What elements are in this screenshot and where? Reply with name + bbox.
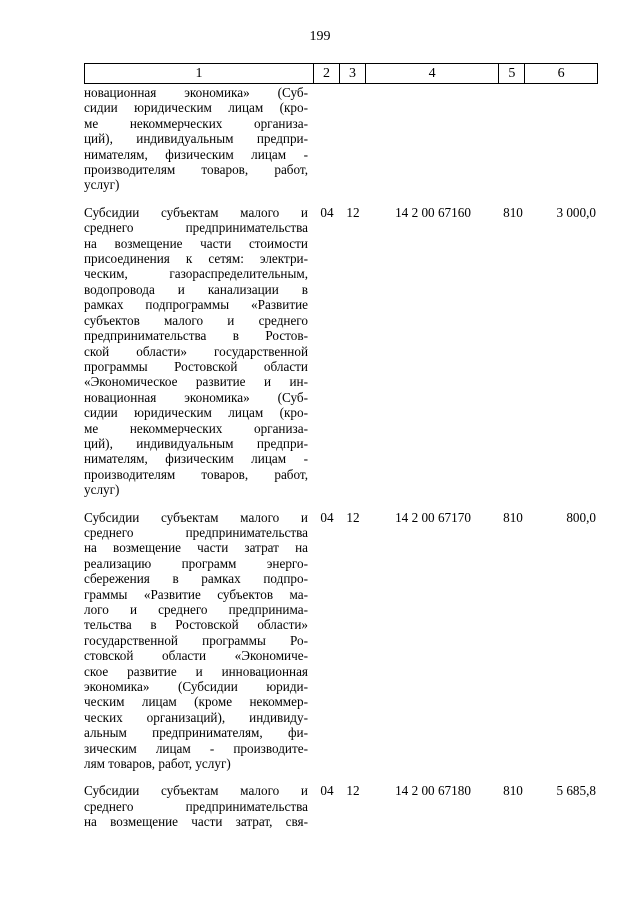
column-header-3: 3 bbox=[340, 64, 366, 83]
description-line: ческим, газораспределительным, bbox=[84, 266, 308, 282]
cell-amount: 800,0 bbox=[566, 509, 596, 525]
description-line: рамках подпрограммы «Развитие bbox=[84, 297, 308, 313]
table-body bbox=[84, 85, 598, 830]
cell-pr: 12 bbox=[346, 204, 360, 220]
row-description bbox=[84, 510, 314, 772]
description-line: нимателям, физическим лицам - bbox=[84, 146, 308, 162]
cell-pr: 12 bbox=[346, 509, 360, 525]
row-gap bbox=[84, 193, 598, 205]
column-header-2: 2 bbox=[314, 64, 340, 83]
description-line: Субсидии субъектам малого и bbox=[84, 509, 308, 525]
cell-rz: 04 bbox=[320, 204, 334, 220]
description-line: производителям товаров, работ, bbox=[84, 162, 308, 178]
description-line: ме некоммерческих организа- bbox=[84, 115, 308, 131]
description-line: субъектов малого и среднего bbox=[84, 312, 308, 328]
description-line: альным предпринимателям, фи- bbox=[84, 725, 308, 741]
description-line: реализацию программ энерго- bbox=[84, 555, 308, 571]
description-line: экономика» (Субсидии юриди- bbox=[84, 679, 308, 695]
description-line: «Экономическое развитие и ин- bbox=[84, 374, 308, 390]
description-line: стовской области «Экономиче- bbox=[84, 648, 308, 664]
cell-rz bbox=[314, 85, 340, 193]
description-line: сидии юридическим лицам (кро- bbox=[84, 405, 308, 421]
description-line: производителям товаров, работ, bbox=[84, 466, 308, 482]
description-line: тельства в Ростовской области» bbox=[84, 617, 308, 633]
row-description bbox=[84, 85, 314, 193]
description-line: ской области» государственной bbox=[84, 343, 308, 359]
cell-vr: 810 bbox=[503, 204, 523, 220]
table-row bbox=[84, 205, 598, 498]
description-line: присоединения к сетям: электри- bbox=[84, 251, 308, 267]
description-line: среднего предпринимательства bbox=[84, 220, 308, 236]
cell-rz: 04 bbox=[320, 783, 334, 799]
description-line: государственной программы Ро- bbox=[84, 632, 308, 648]
description-line: услуг) bbox=[84, 177, 120, 193]
column-header-4: 4 bbox=[366, 64, 499, 83]
description-line: водопровода и канализации в bbox=[84, 281, 308, 297]
description-line: граммы «Развитие субъектов ма- bbox=[84, 586, 308, 602]
row-gap bbox=[84, 498, 598, 510]
description-line: лям товаров, работ, услуг) bbox=[84, 756, 231, 772]
description-line: ское развитие и инновационная bbox=[84, 663, 308, 679]
page-number: 199 bbox=[309, 29, 331, 44]
description-line: среднего предпринимательства bbox=[84, 524, 308, 540]
column-header-5: 5 bbox=[499, 64, 525, 83]
description-line: новационная экономика» (Суб- bbox=[84, 389, 308, 405]
description-line: на возмещение части затрат, свя- bbox=[84, 814, 308, 830]
description-line: Субсидии субъектам малого и bbox=[84, 204, 308, 220]
row-description bbox=[84, 783, 314, 829]
cell-pr bbox=[340, 85, 366, 193]
row-description bbox=[84, 205, 314, 498]
cell-pr: 12 bbox=[346, 783, 360, 799]
description-line: ме некоммерческих организа- bbox=[84, 420, 308, 436]
column-header-1: 1 bbox=[85, 64, 314, 83]
description-line: ций), индивидуальным предпри- bbox=[84, 435, 308, 451]
cell-amount: 5 685,8 bbox=[556, 783, 596, 799]
description-line: на возмещение части затрат на bbox=[84, 540, 308, 556]
table-row bbox=[84, 85, 598, 193]
row-gap bbox=[84, 771, 598, 783]
cell-csr bbox=[366, 85, 500, 193]
description-line: Субсидии субъектам малого и bbox=[84, 783, 308, 799]
description-line: ческим лицам (кроме некоммер- bbox=[84, 694, 308, 710]
table-row bbox=[84, 783, 598, 829]
cell-vr: 810 bbox=[503, 783, 523, 799]
cell-csr: 14 2 00 67180 bbox=[395, 783, 471, 799]
cell-vr bbox=[500, 85, 526, 193]
cell-csr: 14 2 00 67170 bbox=[395, 509, 471, 525]
description-line: сбережения в рамках подпро- bbox=[84, 571, 308, 587]
description-line: зическим лицам - производите- bbox=[84, 740, 308, 756]
column-header-6: 6 bbox=[557, 66, 565, 81]
description-line: программы Ростовской области bbox=[84, 358, 308, 374]
table-row bbox=[84, 510, 598, 772]
description-line: предпринимательства в Ростов- bbox=[84, 328, 308, 344]
description-line: сидии юридическим лицам (кро- bbox=[84, 100, 308, 116]
description-line: услуг) bbox=[84, 482, 120, 498]
description-line: среднего предпринимательства bbox=[84, 798, 308, 814]
description-line: на возмещение части стоимости bbox=[84, 235, 308, 251]
cell-rz: 04 bbox=[320, 509, 334, 525]
cell-amount bbox=[526, 85, 598, 193]
description-line: ций), индивидуальным предпри- bbox=[84, 131, 308, 147]
description-line: новационная экономика» (Суб- bbox=[84, 85, 308, 100]
cell-amount: 3 000,0 bbox=[556, 204, 596, 220]
cell-csr: 14 2 00 67160 bbox=[395, 204, 471, 220]
description-line: лого и среднего предпринима- bbox=[84, 602, 308, 617]
table-header-row bbox=[84, 63, 598, 84]
description-line: нимателям, физическим лицам - bbox=[84, 451, 308, 467]
cell-vr: 810 bbox=[503, 509, 523, 525]
description-line: ческих организаций), индивиду- bbox=[84, 709, 308, 725]
